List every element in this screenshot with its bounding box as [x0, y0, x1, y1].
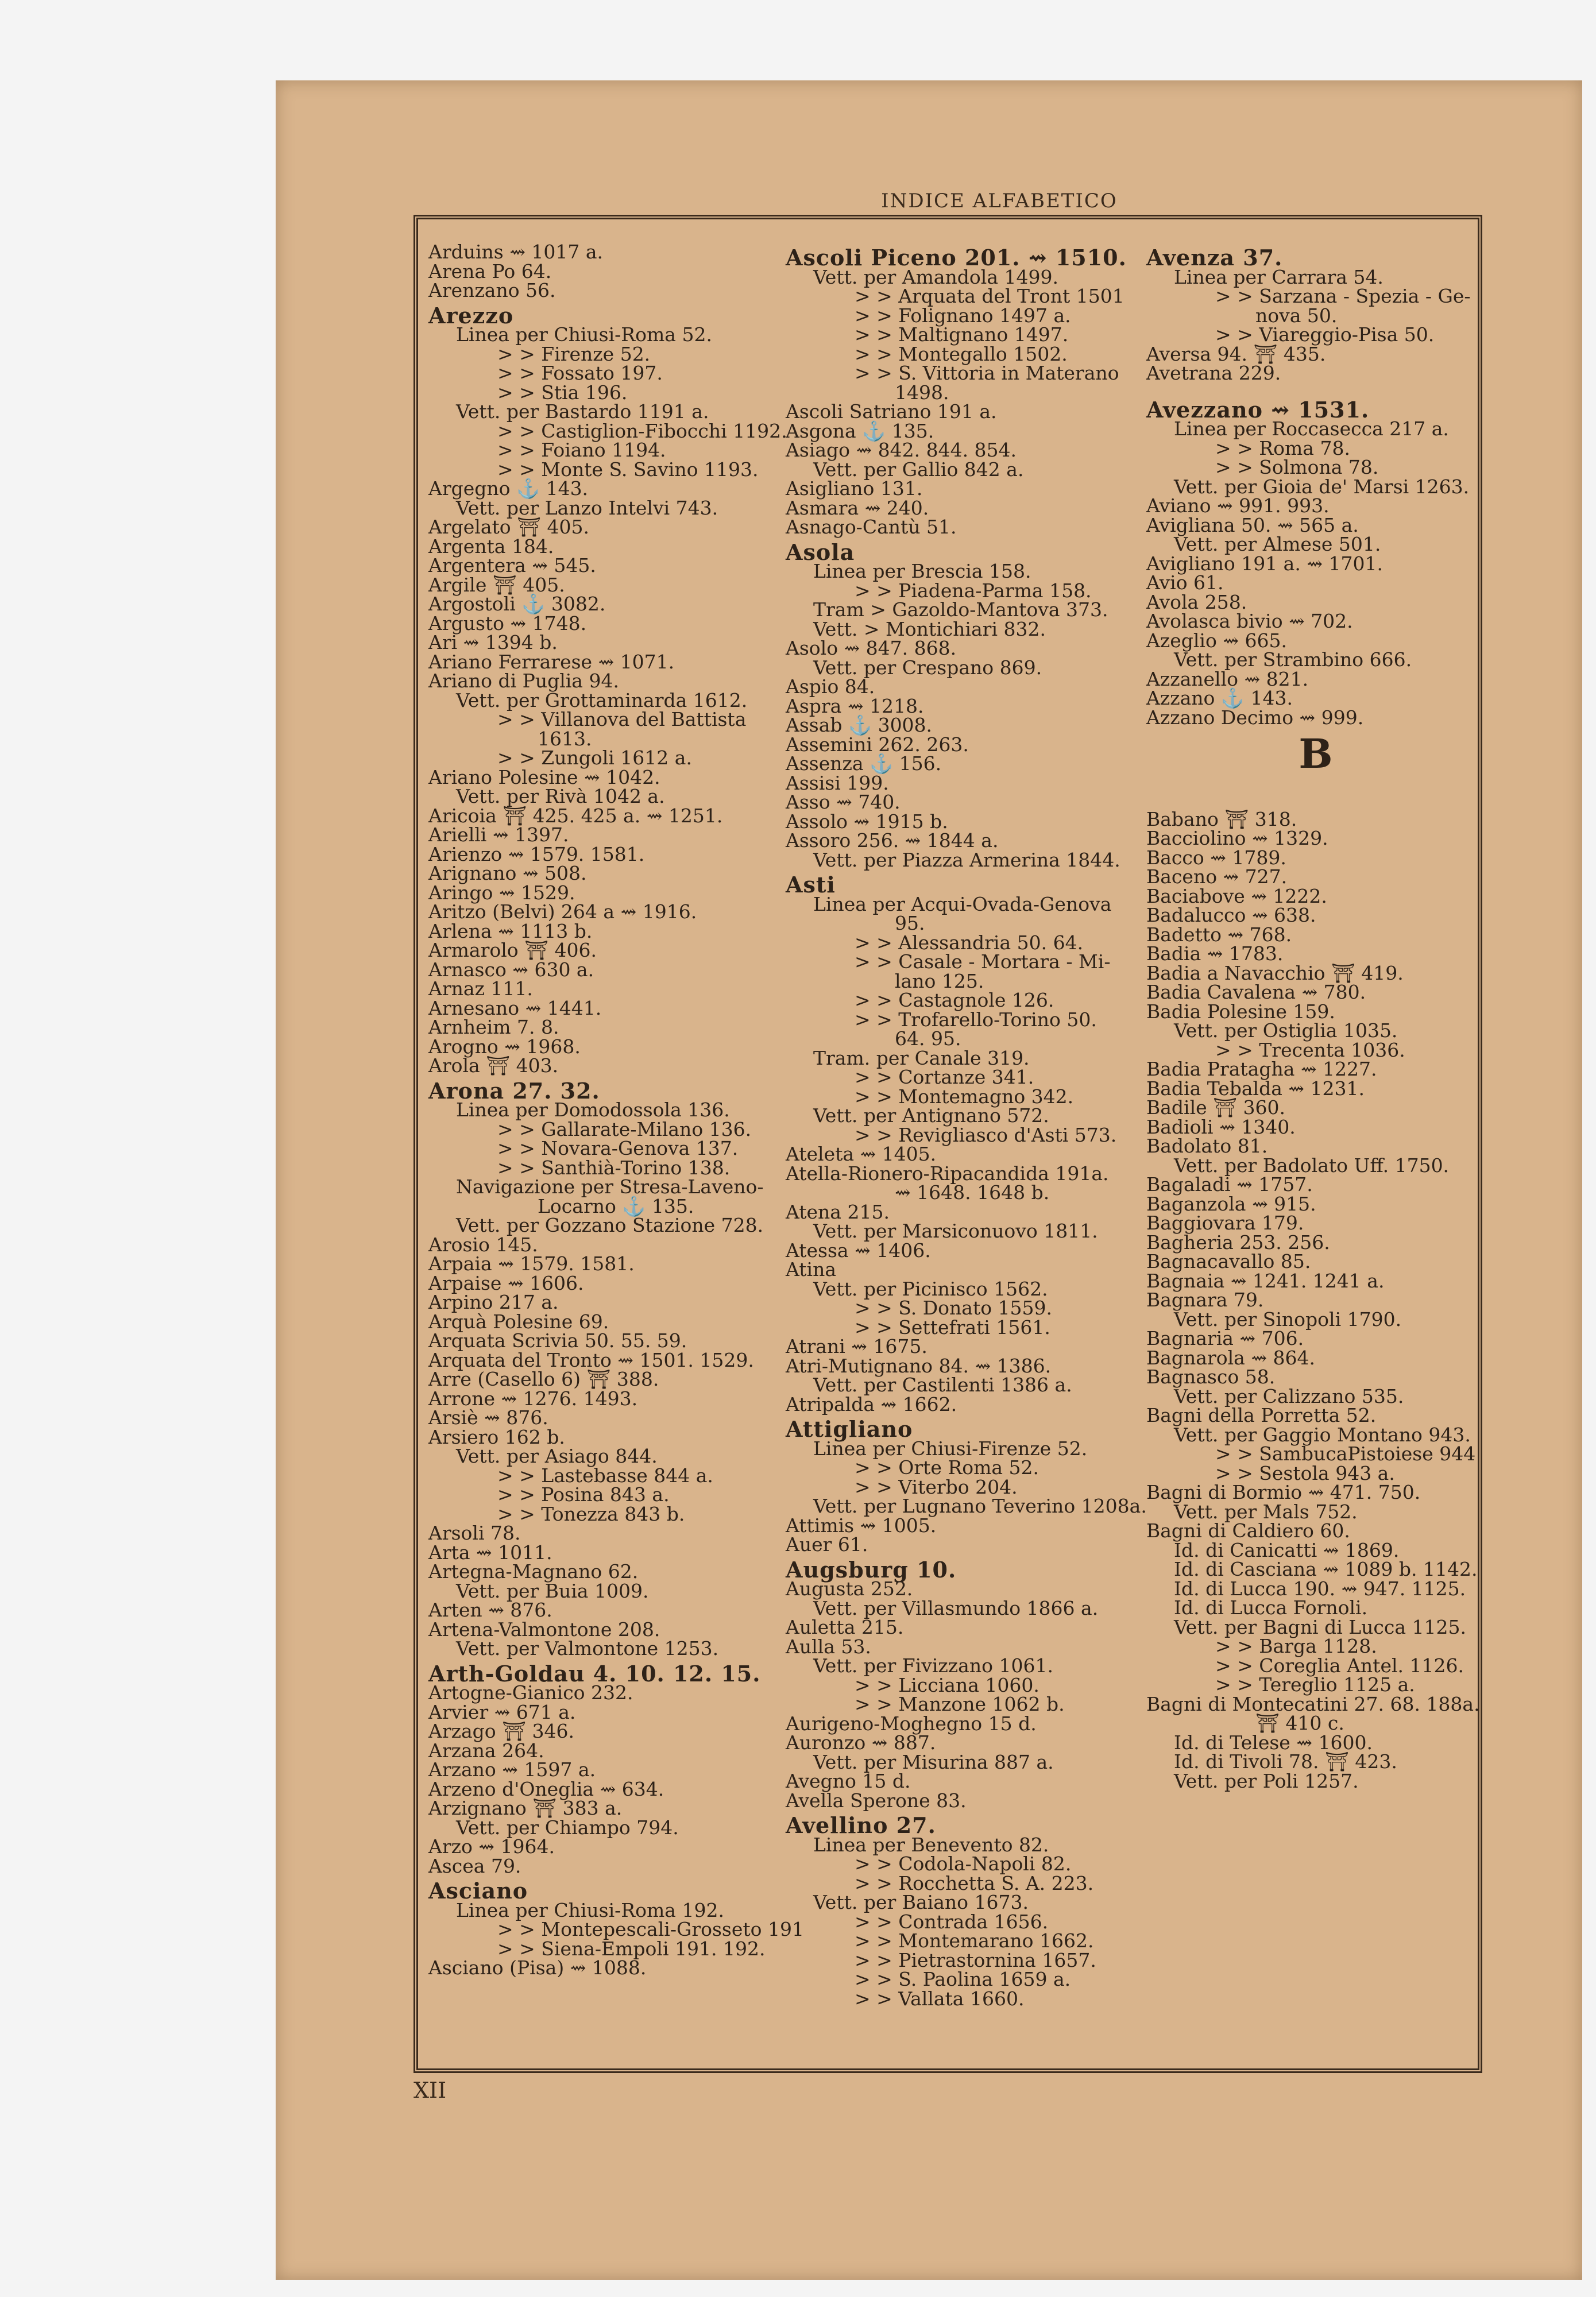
- index-subentry: > > Sarzana - Spezia - Ge-: [1215, 285, 1471, 307]
- index-entry: Id. di Telese ⇝ 1600.: [1174, 1731, 1373, 1754]
- index-entry: Avigliana 50. ⇝ 565 a.: [1146, 513, 1359, 536]
- index-continuation: nova 50.: [1255, 304, 1338, 327]
- index-entry: Asmara ⇝ 240.: [786, 496, 929, 519]
- index-entry: Aspio 84.: [786, 675, 875, 698]
- index-subentry: Vett. per Misurina 887 a.: [813, 1750, 1054, 1773]
- index-entry: Asgona ⚓ 135.: [786, 419, 934, 442]
- index-subentry: > > Sestola 943 a.: [1215, 1461, 1395, 1484]
- index-subentry: > > Castiglion-Fibocchi 1192.: [497, 419, 787, 442]
- index-entry: Atella-Rionero-Ripacandida 191a.: [786, 1162, 1109, 1185]
- index-entry: Arre (Casello 6) ⛩ 388.: [428, 1368, 659, 1390]
- index-subentry: > > Cortanze 341.: [855, 1066, 1034, 1088]
- index-subentry: Vett. per Badolato Uff. 1750.: [1174, 1154, 1450, 1177]
- index-subentry: > > Trofarello-Torino 50.: [855, 1008, 1097, 1031]
- index-entry: Arena Po 64.: [428, 260, 552, 283]
- index-entry: Atripalda ⇝ 1662.: [786, 1393, 957, 1416]
- index-entry: Asiago ⇝ 842. 844. 854.: [786, 439, 1017, 461]
- index-entry: Arlena ⇝ 1113 b.: [428, 919, 593, 942]
- index-entry: Id. di Tivoli 78. ⛩ 423.: [1174, 1750, 1397, 1773]
- index-entry: Arosio 145.: [428, 1233, 538, 1256]
- index-subentry: > > S. Vittoria in Materano: [855, 362, 1119, 384]
- index-continuation: lano 125.: [895, 969, 984, 992]
- index-entry: Badia ⇝ 1783.: [1146, 942, 1284, 965]
- index-subentry: Vett. per Gaggio Montano 943.: [1174, 1423, 1471, 1446]
- index-subentry: > > Montemarano 1662.: [855, 1929, 1094, 1952]
- index-entry: Asciano (Pisa) ⇝ 1088.: [428, 1956, 647, 1979]
- index-subentry: Vett. per Almese 501.: [1174, 533, 1381, 555]
- index-entry: Id. di Casciana ⇝ 1089 b. 1142.: [1174, 1558, 1478, 1580]
- index-subentry: > > Gallarate-Milano 136.: [497, 1117, 752, 1140]
- index-entry: Bagni della Porretta 52.: [1146, 1404, 1377, 1426]
- index-subentry: Vett. per Strambino 666.: [1174, 648, 1412, 671]
- index-entry: Bagnarola ⇝ 864.: [1146, 1346, 1315, 1369]
- index-continuation: 1498.: [895, 381, 949, 404]
- index-entry: Azzanello ⇝ 821.: [1146, 667, 1309, 690]
- index-subentry: Vett. per Crespano 869.: [813, 656, 1042, 679]
- index-entry: Ateleta ⇝ 1405.: [786, 1143, 937, 1165]
- index-subentry: Vett. per Sinopoli 1790.: [1174, 1308, 1402, 1331]
- index-entry: Aulla 53.: [786, 1635, 871, 1658]
- index-subentry: > > Novara-Genova 137.: [497, 1137, 739, 1159]
- index-entry: Badia Cavalena ⇝ 780.: [1146, 981, 1366, 1003]
- index-column-3: [1146, 242, 1485, 1791]
- index-entry: Avio 61.: [1146, 571, 1224, 594]
- spacer: [1146, 383, 1485, 395]
- index-entry: Atina: [786, 1258, 836, 1281]
- index-continuation: 1613.: [538, 727, 592, 750]
- index-entry: Badalucco ⇝ 638.: [1146, 904, 1316, 926]
- section-letter: B: [1299, 730, 1333, 778]
- index-subentry: > > Montegallo 1502.: [855, 342, 1068, 365]
- index-entry: Azeglio ⇝ 665.: [1146, 629, 1287, 652]
- index-heading: Ascoli Piceno 201. ⇝ 1510.: [786, 245, 1127, 270]
- index-entry: Bagnaria ⇝ 706.: [1146, 1327, 1304, 1349]
- index-entry: Arsiero 162 b.: [428, 1425, 565, 1448]
- index-column-1: [428, 241, 804, 1979]
- index-entry: Asigliano 131.: [786, 477, 923, 500]
- index-entry: Bagnara 79.: [1146, 1289, 1264, 1311]
- index-subentry: > > Villanova del Battista: [497, 708, 747, 730]
- index-entry: Bacco ⇝ 1789.: [1146, 846, 1286, 869]
- index-subentry: Vett. per Asiago 844.: [456, 1445, 658, 1467]
- index-entry: Arzago ⛩ 346.: [428, 1720, 575, 1742]
- index-entry: Arsoli 78.: [428, 1522, 521, 1544]
- index-heading: Arona 27. 32.: [428, 1077, 600, 1104]
- index-entry: Arquata Scrivia 50. 55. 59.: [428, 1329, 687, 1352]
- index-subentry: Vett. per Gozzano Stazione 728.: [456, 1214, 764, 1236]
- index-subentry: Vett. per Amandola 1499.: [813, 265, 1058, 288]
- index-heading: Avellino 27.: [786, 1812, 936, 1838]
- index-entry: Assemini 262. 263.: [786, 733, 969, 756]
- index-entry: Badile ⛩ 360.: [1146, 1096, 1286, 1119]
- index-subentry: > > Santhià-Torino 138.: [497, 1156, 731, 1179]
- index-entry: Ascea 79.: [428, 1854, 521, 1877]
- index-entry: Bagnacavallo 85.: [1146, 1250, 1311, 1273]
- index-continuation: 95.: [895, 912, 925, 934]
- index-heading: Asciano: [428, 1878, 528, 1904]
- index-subentry: Vett. per Fivizzano 1061.: [813, 1654, 1053, 1677]
- index-subentry: Linea per Benevento 82.: [813, 1833, 1049, 1856]
- index-entry: Ariano Polesine ⇝ 1042.: [428, 765, 660, 788]
- index-subentry: > > Licciana 1060.: [855, 1673, 1039, 1696]
- index-subentry: Linea per Chiusi-Firenze 52.: [813, 1437, 1088, 1460]
- index-entry: Ascoli Satriano 191 a.: [786, 400, 997, 423]
- index-entry: Auronzo ⇝ 887.: [786, 1731, 936, 1754]
- index-subentry: Linea per Roccasecca 217 a.: [1174, 417, 1449, 440]
- index-entry: Augusta 252.: [786, 1577, 913, 1600]
- index-entry: Bagheria 253. 256.: [1146, 1231, 1330, 1254]
- index-entry: Aspra ⇝ 1218.: [786, 694, 924, 717]
- index-subentry: Vett. per Baiano 1673.: [813, 1891, 1029, 1913]
- index-subentry: > > Trecenta 1036.: [1215, 1038, 1405, 1061]
- index-continuation: Locarno ⚓ 135.: [538, 1194, 694, 1217]
- index-subentry: > > Settefrati 1561.: [855, 1316, 1050, 1339]
- index-subentry: Vett. per Lugnano Teverino 1208a.: [813, 1495, 1147, 1517]
- index-subentry: > > Arquata del Tront 1501: [855, 285, 1124, 307]
- index-entry: Bagnaia ⇝ 1241. 1241 a.: [1146, 1269, 1385, 1292]
- index-entry: Attimis ⇝ 1005.: [786, 1514, 937, 1537]
- index-subentry: Vett. per Calizzano 535.: [1174, 1385, 1404, 1407]
- index-entry: Bagnasco 58.: [1146, 1366, 1276, 1388]
- index-subentry: > > Viareggio-Pisa 50.: [1215, 323, 1435, 346]
- index-subentry: > > Montemagno 342.: [855, 1085, 1074, 1108]
- index-subentry: Vett. > Montichiari 832.: [813, 617, 1046, 640]
- index-entry: Aurigeno-Moghegno 15 d.: [786, 1712, 1037, 1735]
- index-subentry: Vett. per Castilenti 1386 a.: [813, 1374, 1072, 1396]
- index-entry: Bacciolino ⇝ 1329.: [1146, 827, 1328, 849]
- index-entry: Assisi 199.: [786, 771, 889, 794]
- index-entry: Arsiè ⇝ 876.: [428, 1406, 548, 1429]
- index-entry: Atrani ⇝ 1675.: [786, 1335, 928, 1358]
- index-subentry: Vett. per Lanzo Intelvi 743.: [456, 496, 718, 519]
- index-entry: Baggiovara 179.: [1146, 1212, 1304, 1234]
- index-entry: Arogno ⇝ 1968.: [428, 1035, 581, 1058]
- index-entry: Artena-Valmontone 208.: [428, 1618, 660, 1641]
- index-entry: Assoro 256. ⇝ 1844 a.: [786, 829, 999, 852]
- index-subentry: > > Posina 843 a.: [497, 1483, 670, 1506]
- index-entry: Arnaz 111.: [428, 977, 533, 1000]
- index-subentry: > > Orte Roma 52.: [855, 1456, 1039, 1479]
- index-subentry: > > Tereglio 1125 a.: [1215, 1673, 1415, 1696]
- index-subentry: Linea per Acqui-Ovada-Genova: [813, 892, 1112, 915]
- index-entry: Argelato ⛩ 405.: [428, 516, 589, 538]
- index-entry: Badia Tebalda ⇝ 1231.: [1146, 1077, 1365, 1100]
- index-entry: Atena 215.: [786, 1200, 890, 1223]
- index-entry: Arpaise ⇝ 1606.: [428, 1271, 584, 1294]
- index-entry: Argenta 184.: [428, 535, 554, 558]
- index-entry: Avetrana 229.: [1146, 362, 1281, 384]
- index-subentry: > > Contrada 1656.: [855, 1910, 1049, 1933]
- index-subentry: Vett. per Grottaminarda 1612.: [456, 689, 748, 711]
- index-entry: Auletta 215.: [786, 1616, 904, 1638]
- index-entry: Arzo ⇝ 1964.: [428, 1835, 555, 1858]
- index-subentry: > > Codola-Napoli 82.: [855, 1853, 1072, 1875]
- index-heading: Asti: [786, 872, 836, 898]
- index-entry: Asso ⇝ 740.: [786, 791, 901, 813]
- index-heading: Asola: [786, 539, 855, 565]
- index-entry: Arduins ⇝ 1017 a.: [428, 241, 603, 263]
- index-entry: Arquata del Tronto ⇝ 1501. 1529.: [428, 1348, 754, 1371]
- index-entry: Arola ⛩ 403.: [428, 1054, 559, 1077]
- index-subentry: > > Piadena-Parma 158.: [855, 579, 1092, 602]
- index-subentry: Vett. per Bagni di Lucca 1125.: [1174, 1615, 1467, 1638]
- index-subentry: > > Barga 1128.: [1215, 1635, 1377, 1657]
- index-subentry: > > Stia 196.: [497, 381, 628, 404]
- index-subentry: > > S. Donato 1559.: [855, 1297, 1053, 1319]
- index-entry: Baganzola ⇝ 915.: [1146, 1192, 1316, 1215]
- index-subentry: Vett. per Ostiglia 1035.: [1174, 1019, 1398, 1042]
- index-entry: Auer 61.: [786, 1533, 868, 1556]
- page-number: XII: [414, 2078, 447, 2103]
- index-entry: Aviano ⇝ 991. 993.: [1146, 494, 1330, 517]
- index-entry: Arnheim 7. 8.: [428, 1016, 559, 1038]
- index-entry: Arquà Polesine 69.: [428, 1310, 609, 1333]
- index-entry: Arienzo ⇝ 1579. 1581.: [428, 842, 645, 865]
- index-subentry: > > Zungoli 1612 a.: [497, 747, 692, 769]
- index-continuation: ⇝ 1648. 1648 b.: [895, 1181, 1050, 1204]
- index-entry: Armarolo ⛩ 406.: [428, 939, 597, 961]
- index-subentry: Tram > Gazoldo-Mantova 373.: [813, 598, 1108, 621]
- index-entry: Arzignano ⛩ 383 a.: [428, 1797, 623, 1819]
- index-entry: Avegno 15 d.: [786, 1770, 911, 1792]
- index-subentry: Vett. per Gioia de' Marsi 1263.: [1174, 475, 1470, 498]
- index-subentry: > > Casale - Mortara - Mi-: [855, 950, 1111, 973]
- index-entry: Arnasco ⇝ 630 a.: [428, 958, 594, 981]
- index-entry: Badia Polesine 159.: [1146, 1000, 1335, 1023]
- index-entry: Arignano ⇝ 508.: [428, 862, 587, 884]
- index-entry: Argostoli ⚓ 3082.: [428, 593, 606, 615]
- index-entry: Bagaladi ⇝ 1757.: [1146, 1173, 1313, 1196]
- index-entry: Babano ⛩ 318.: [1146, 807, 1297, 830]
- index-subentry: > > Monte S. Savino 1193.: [497, 458, 759, 481]
- index-subentry: Vett. per Gallio 842 a.: [813, 458, 1024, 481]
- index-heading: Attigliano: [786, 1416, 913, 1442]
- index-entry: Aritzo (Belvi) 264 a ⇝ 1916.: [428, 900, 697, 923]
- index-heading: Arezzo: [428, 302, 514, 328]
- index-subentry: Vett. per Rivà 1042 a.: [456, 785, 665, 807]
- index-subentry: > > Solmona 78.: [1215, 456, 1379, 478]
- index-entry: Aringo ⇝ 1529.: [428, 881, 575, 904]
- index-heading: Avezzano ⇝ 1531.: [1146, 396, 1370, 423]
- index-entry: Argile ⛩ 405.: [428, 573, 565, 596]
- index-subentry: > > Fossato 197.: [497, 362, 663, 384]
- page-header: INDICE ALFABETICO: [881, 190, 1118, 212]
- index-entry: Arenzano 56.: [428, 279, 556, 301]
- index-entry: Azzano Decimo ⇝ 999.: [1146, 706, 1364, 729]
- index-subentry: > > Tonezza 843 b.: [497, 1502, 685, 1525]
- index-subentry: Vett. per Valmontone 1253.: [456, 1637, 719, 1660]
- index-subentry: > > Roma 78.: [1215, 436, 1350, 459]
- index-entry: Bagni di Caldiero 60.: [1146, 1519, 1350, 1542]
- index-entry: Argentera ⇝ 545.: [428, 554, 596, 577]
- index-subentry: Linea per Chiusi-Roma 52.: [456, 323, 712, 346]
- index-subentry: Linea per Chiusi-Roma 192.: [456, 1898, 724, 1921]
- index-subentry: > > Maltignano 1497.: [855, 323, 1069, 346]
- index-entry: Arten ⇝ 876.: [428, 1599, 552, 1621]
- index-entry: Arrone ⇝ 1276. 1493.: [428, 1387, 638, 1410]
- index-subentry: > > Firenze 52.: [497, 342, 651, 365]
- index-subentry: Vett. per Buia 1009.: [456, 1579, 649, 1602]
- index-entry: Asnago-Cantù 51.: [786, 516, 957, 538]
- index-entry: Bagni di Montecatini 27. 68. 188a.: [1146, 1692, 1480, 1715]
- index-subentry: > > Castagnole 126.: [855, 989, 1054, 1011]
- index-entry: Badia Pratagha ⇝ 1227.: [1146, 1058, 1377, 1080]
- index-entry: Ariano Ferrarese ⇝ 1071.: [428, 650, 675, 673]
- index-subentry: > > Montepescali-Grosseto 191: [497, 1918, 804, 1940]
- index-subentry: > > Lastebasse 844 a.: [497, 1464, 713, 1487]
- index-subentry: Vett. per Piazza Armerina 1844.: [813, 848, 1120, 871]
- index-entry: Baciabove ⇝ 1222.: [1146, 884, 1327, 907]
- index-entry: Badioli ⇝ 1340.: [1146, 1115, 1296, 1138]
- index-subentry: > > Foiano 1194.: [497, 439, 666, 461]
- index-entry: Badolato 81.: [1146, 1135, 1268, 1157]
- index-entry: Arzeno d'Oneglia ⇝ 634.: [428, 1777, 664, 1800]
- index-entry: Arzana 264.: [428, 1739, 544, 1762]
- index-subentry: Vett. per Marsiconuovo 1811.: [813, 1220, 1098, 1242]
- index-subentry: > > Revigliasco d'Asti 573.: [855, 1123, 1117, 1146]
- index-entry: Assab ⚓ 3008.: [786, 714, 933, 736]
- index-subentry: Linea per Carrara 54.: [1174, 265, 1384, 288]
- index-entry: Aricoia ⛩ 425. 425 a. ⇝ 1251.: [428, 804, 723, 827]
- index-entry: Bagni di Bormio ⇝ 471. 750.: [1146, 1481, 1421, 1503]
- index-entry: Id. di Lucca 190. ⇝ 947. 1125.: [1174, 1577, 1466, 1600]
- index-entry: Arvier ⇝ 671 a.: [428, 1700, 576, 1723]
- index-subentry: > > Folignano 1497 a.: [855, 304, 1071, 327]
- index-subentry: Vett. per Poli 1257.: [1174, 1769, 1359, 1792]
- index-heading: Augsburg 10.: [786, 1556, 957, 1583]
- index-entry: Artegna-Magnano 62.: [428, 1560, 639, 1583]
- index-subentry: > > Coreglia Antel. 1126.: [1215, 1654, 1464, 1677]
- index-subentry: Navigazione per Stresa-Laveno-: [456, 1175, 764, 1198]
- index-subentry: > > Rocchetta S. A. 223.: [855, 1871, 1094, 1894]
- index-subentry: Vett. per Villasmundo 1866 a.: [813, 1596, 1099, 1619]
- index-heading: Arth-Goldau 4. 10. 12. 15.: [428, 1660, 761, 1687]
- index-entry: Assenza ⚓ 156.: [786, 752, 942, 775]
- index-entry: Aversa 94. ⛩ 435.: [1146, 342, 1326, 365]
- index-continuation: ⛩ 410 c.: [1255, 1712, 1344, 1734]
- index-entry: Arnesano ⇝ 1441.: [428, 996, 602, 1019]
- index-entry: Artogne-Gianico 232.: [428, 1681, 633, 1704]
- index-subentry: Vett. per Chiampo 794.: [456, 1816, 679, 1839]
- index-entry: Atessa ⇝ 1406.: [786, 1239, 931, 1262]
- index-entry: Asolo ⇝ 847. 868.: [786, 637, 957, 659]
- index-entry: Badia a Navacchio ⛩ 419.: [1146, 961, 1404, 984]
- index-subentry: > > Alessandria 50. 64.: [855, 931, 1084, 954]
- index-subentry: > > Manzone 1062 b.: [855, 1693, 1065, 1715]
- index-heading: Avenza 37.: [1146, 245, 1283, 270]
- index-entry: Id. di Lucca Fornoli.: [1174, 1596, 1368, 1619]
- index-subentry: > > Pietrastornina 1657.: [855, 1948, 1096, 1971]
- index-entry: Avella Sperone 83.: [786, 1789, 967, 1812]
- index-entry: Arielli ⇝ 1397.: [428, 823, 569, 846]
- index-entry: Baceno ⇝ 727.: [1146, 865, 1288, 888]
- index-subentry: Linea per Domodossola 136.: [456, 1099, 730, 1121]
- index-entry: Argusto ⇝ 1748.: [428, 612, 587, 635]
- index-subentry: > > SambucaPistoiese 944: [1215, 1443, 1476, 1465]
- index-frame: [414, 215, 1482, 2073]
- index-continuation: 64. 95.: [895, 1027, 961, 1050]
- index-entry: Id. di Canicatti ⇝ 1869.: [1174, 1538, 1400, 1561]
- index-entry: Ariano di Puglia 94.: [428, 670, 619, 692]
- index-subentry: Vett. per Picinisco 1562.: [813, 1277, 1048, 1300]
- index-entry: Arpino 217 a.: [428, 1291, 559, 1313]
- index-entry: Avola 258.: [1146, 590, 1247, 613]
- index-subentry: Vett. per Mals 752.: [1174, 1500, 1358, 1523]
- index-entry: Assolo ⇝ 1915 b.: [786, 810, 948, 833]
- index-entry: Avigliano 191 a. ⇝ 1701.: [1146, 552, 1383, 575]
- index-subentry: > > Viterbo 204.: [855, 1475, 1018, 1498]
- index-entry: Arpaia ⇝ 1579. 1581.: [428, 1252, 635, 1275]
- index-entry: Argegno ⚓ 143.: [428, 477, 589, 500]
- index-subentry: Linea per Brescia 158.: [813, 560, 1031, 582]
- index-subentry: Tram. per Canale 319.: [813, 1046, 1030, 1069]
- index-subentry: Vett. per Antignano 572.: [813, 1104, 1049, 1127]
- index-entry: Ari ⇝ 1394 b.: [428, 631, 558, 653]
- index-entry: Arzano ⇝ 1597 a.: [428, 1758, 596, 1781]
- index-entry: Badetto ⇝ 768.: [1146, 923, 1292, 946]
- index-entry: Azzano ⚓ 143.: [1146, 687, 1293, 709]
- index-subentry: Vett. per Bastardo 1191 a.: [456, 400, 709, 423]
- index-entry: Arta ⇝ 1011.: [428, 1541, 552, 1564]
- index-entry: Avolasca bivio ⇝ 702.: [1146, 610, 1353, 632]
- index-column-2: [786, 242, 1147, 2010]
- index-entry: Atri-Mutignano 84. ⇝ 1386.: [786, 1354, 1052, 1377]
- index-subentry: > > Siena-Empoli 191. 192.: [497, 1937, 766, 1960]
- index-subentry: > > S. Paolina 1659 a.: [855, 1968, 1071, 1990]
- index-subentry: > > Vallata 1660.: [855, 1987, 1025, 2010]
